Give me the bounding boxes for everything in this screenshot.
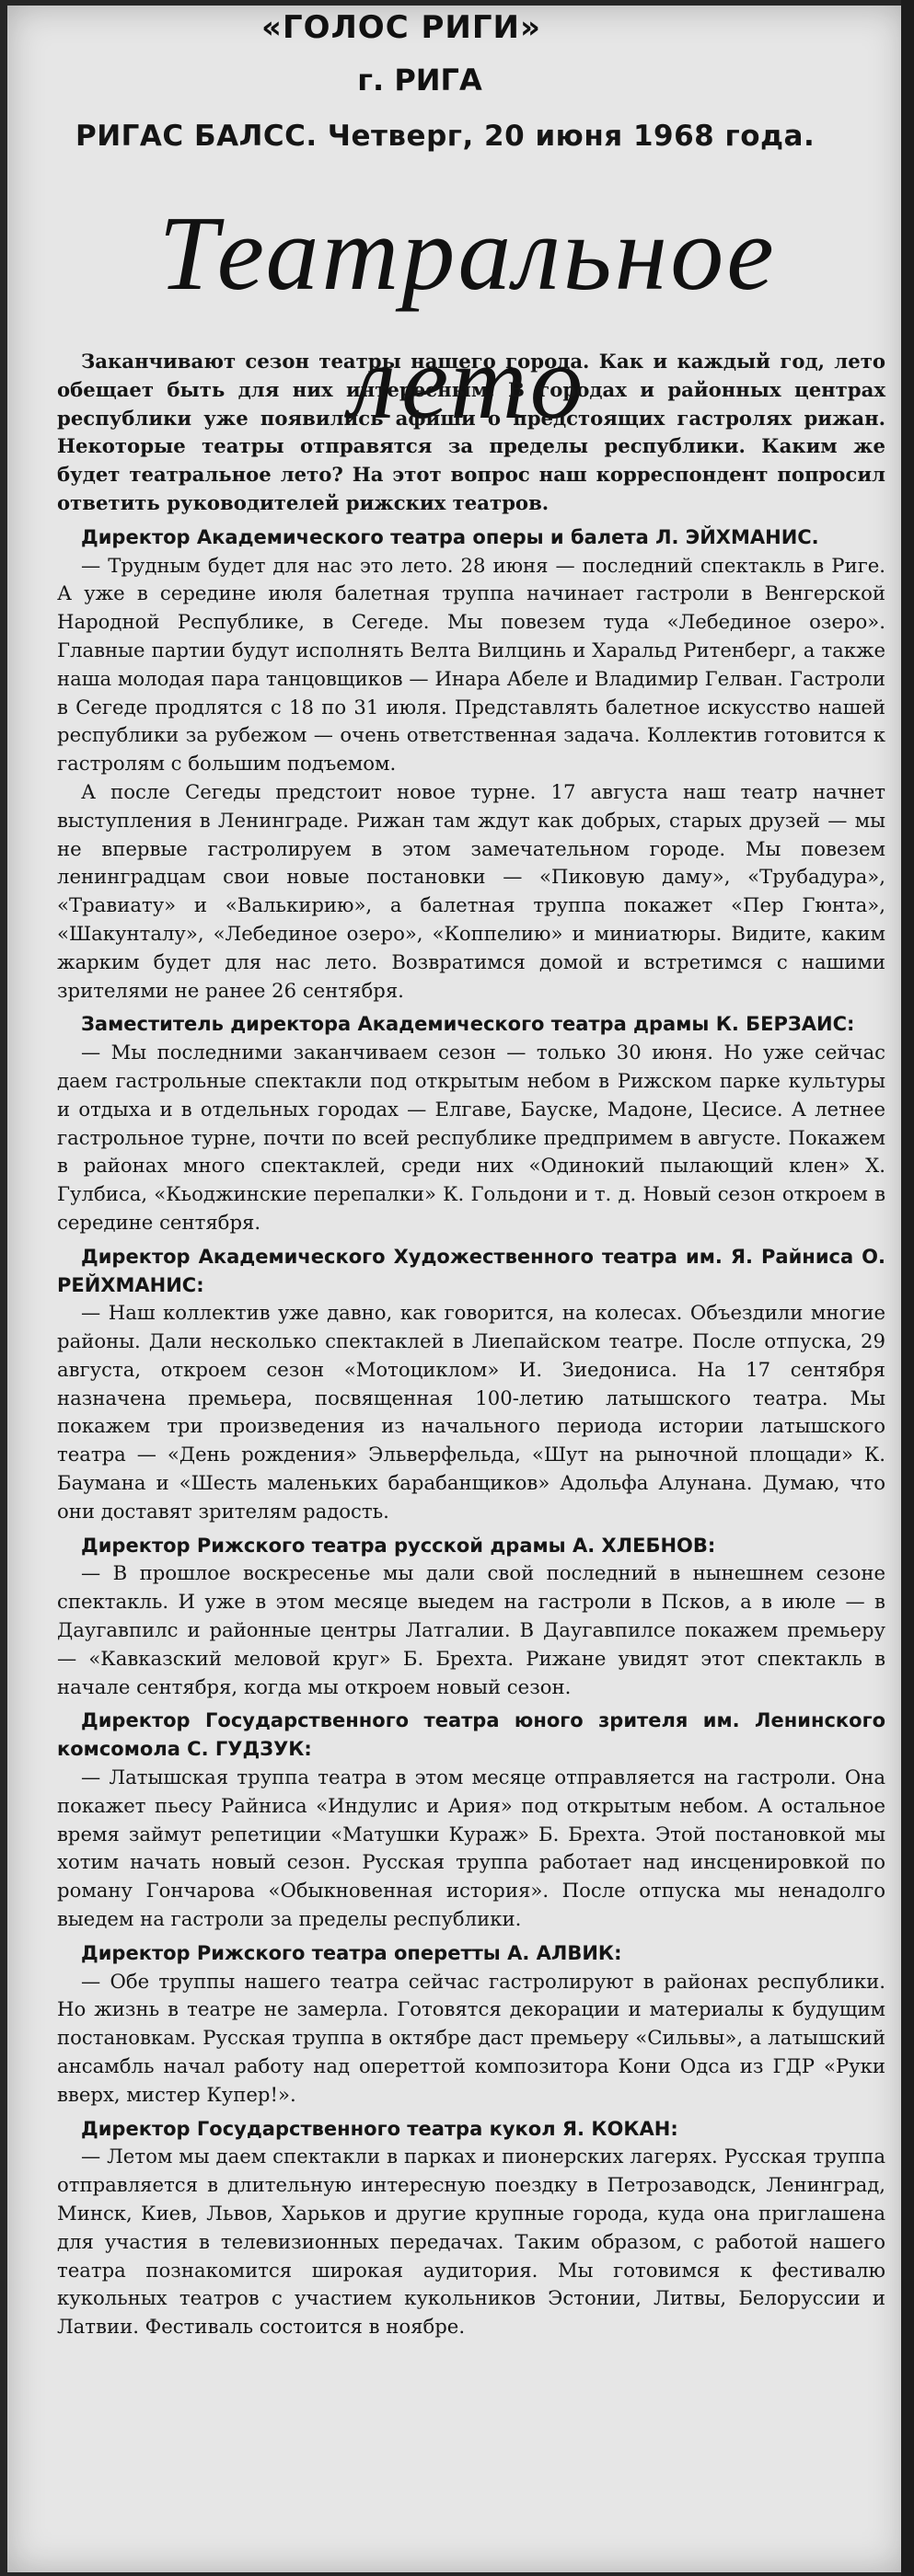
quote-paragraph: — В прошлое воскресенье мы дали свой последний в нынешнем сезоне спектакль. И уже в этом месяце выедем на гастроли в Псков, а в июле — в Даугавпилс и районные центры Латгалии. В Даугавпилсе покажем премьеру — «Кавказский меловой круг» Б. Брехта. Рижане увидят этот спектакль в начале сентября, когда мы откроем новый сезон.	[57, 1561, 885, 1698]
background-edge	[901, 0, 914, 2576]
speaker-heading: Директор Рижского театра оперетты А. АЛВИК:	[81, 1941, 622, 1964]
newspaper-clipping	[7, 6, 906, 2572]
speaker-heading: Директор Академического театра оперы и балета Л. ЭЙХМАНИС.	[81, 525, 819, 548]
article-body	[57, 348, 885, 2341]
quote-paragraph: — Обе труппы нашего театра сейчас гастролируют в районах республики. Но жизнь в театре не замерла. Готовятся декорации и материалы к будущим постановкам. Русская труппа в октябре даст премьеру «Сильвы», а латышский ансамбль начал работу над опереттой композитора Кони Одса из ГДР «Руки вверх, мистер Купер!».	[57, 1969, 885, 2106]
speaker-heading: Заместитель директора Академического театра драмы К. БЕРЗАИС:	[81, 1013, 855, 1036]
quote-paragraph: — Латышская труппа театра в этом месяце отправляется на гастроли. Она покажет пьесу Райниса «Индулис и Ария» под открытым небом. А остальное время займут репетиции «Матушки Кураж» Б. Брехта. Этой постановкой мы хотим начать новый сезон. Русская труппа работает над инсценировкой по роману Гончарова «Обыкновенная история». После отпуска мы ненадолго выедем на гастроли за пределы республики.	[57, 1765, 885, 1931]
speaker-heading: Директор Государственного театра юного зрителя им. Ленинского комсомола С. ГУДЗУК:	[57, 1709, 885, 1761]
headline: Театральное лето	[158, 195, 777, 442]
quote-paragraph: — Мы последними заканчиваем сезон — только 30 июня. Но уже сейчас даем гастрольные спектакли под открытым небом в Рижском парке культуры и отдыха и в отдельных городах — Елгаве, Бауске, Мадоне, Цесисе. А летнее гастрольное турне, почти по всей республике предпримем в августе. Покажем в районах много спектаклей, среди них «Одинокий пылающий клен» Х. Гулбиса, «Кьоджинские перепалки» К. Гольдони и т. д. Новый сезон откроем в середине сентября.	[57, 1041, 885, 1234]
lead-paragraph: Заканчивают сезон театры нашего города. Как и каждый год, лето обещает быть для них интересным. В городах и районных центрах республики уже появились афиши о предстоящих гастролях рижан. Некоторые театры отправятся за пределы республики. Каким же будет театральное лето? На этот вопрос наш корреспондент попросил ответить руководителей рижских театров.	[57, 350, 885, 514]
quote-paragraph: — Летом мы даем спектакли в парках и пионерских лагерях. Русская труппа отправляется в длительную интересную поездку в Петрозаводск, Ленинград, Минск, Киев, Львов, Харьков и другие крупные города, куда она приглашена для участия в телевизионных передачах. Таким образом, с работой нашего театра познакомится широкая аудитория. Мы готовимся к фестивалю кукольных театров с участием кукольников Эстонии, Литвы, Белоруссии и Латвии. Фестиваль состоится в ноябре.	[57, 2145, 885, 2339]
quote-paragraph: — Трудным будет для нас это лето. 28 июня — последний спектакль в Риге. А уже в середине июля балетная труппа начинает гастроли в Венгерской Народной Республике, в Сегеде. Мы повезем туда «Лебединое озеро». Главные партии будут исполнять Велта Вилцинь и Харальд Ритенберг, а также наша молодая пара танцовщиков — Инара Абеле и Владимир Гелван. Гастроли в Сегеде продлятся с 18 по 31 июля. Представлять балетное искусство нашей республики за рубежом — очень ответственная задача. Коллектив готовится к гастролям с большим подъемом.	[57, 553, 885, 776]
quote-paragraph: А после Сегеды предстоит новое турне. 17 августа наш театр начнет выступления в Ленинграде. Рижан там ждут как добрых, старых друзей — мы не впервые гастролируем в этом замечательном городе. Мы повезем ленинградцам свои новые постановки — «Пиковую даму», «Трубадура», «Травиату» и «Валькирию», а балетная труппа покажет «Пер Гюнта», «Шакунталу», «Лебединое озеро», «Коппелию» и миниатюры. Видите, каким жарким будет для нас лето. Возвратимся домой и встретимся с нашими зрителями не ранее 26 сентября.	[57, 779, 885, 1002]
speaker-heading: Директор Рижского театра русской драмы А. ХЛЕБНОВ:	[81, 1534, 716, 1557]
city-label: г. РИГА	[357, 63, 482, 98]
speaker-heading: Директор Академического Художественного театра им. Я. Райниса О. РЕЙХМАНИС:	[57, 1245, 885, 1296]
quote-paragraph: — Наш коллектив уже давно, как говорится, на колесах. Объездили многие районы. Дали несколько спектаклей в Лиепайском театре. После отпуска, 29 августа, откроем сезон «Мотоциклом» И. Зиедониса. На 17 сентября назначена премьера, посвященная 100-летию латышского театра. Мы покажем три произведения из начального периода истории латышского театра — «День рождения» Эльверфельда, «Шут на рыночной площади» К. Баумана и «Шесть маленьких барабанщиков» Адольфа Алунана. Думаю, что они доставят зрителям радость.	[57, 1301, 885, 1523]
dateline: РИГАС БАЛСС. Четверг, 20 июня 1968 года.	[75, 120, 816, 153]
newspaper-name: «ГОЛОС РИГИ»	[261, 9, 541, 46]
speaker-heading: Директор Государственного театра кукол Я. КОКАН:	[81, 2117, 678, 2140]
